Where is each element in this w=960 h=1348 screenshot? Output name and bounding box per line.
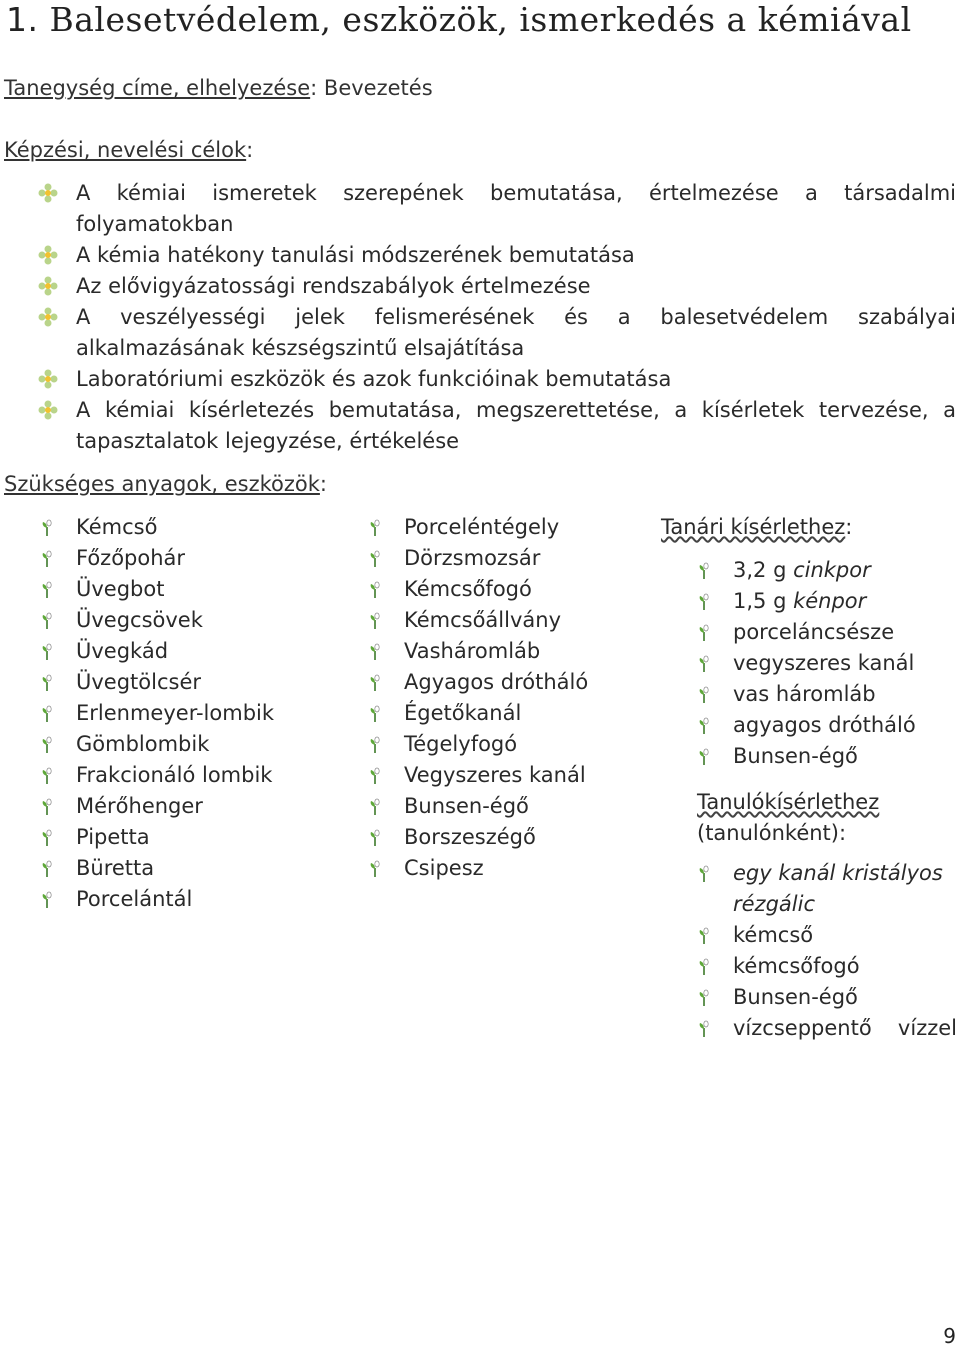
teacher-item-text: porceláncsésze [733,620,895,644]
material-text: Büretta [76,856,155,880]
sprout-bullet-icon [368,612,382,630]
sprout-bullet-icon [697,748,711,766]
material-item [76,822,150,853]
material-text: Kémcsőállvány [404,608,562,632]
goal-text: Az elővigyázatossági rendszabályok értelmezése [76,274,591,298]
material-text: Pipetta [76,825,150,849]
material-item [76,543,185,574]
sprout-bullet-icon [697,562,711,580]
sprout-bullet-icon [368,674,382,692]
sprout-bullet-icon [368,767,382,785]
sprout-bullet-icon [368,860,382,878]
sprout-bullet-icon [368,581,382,599]
sprout-bullet-icon [40,612,54,630]
material-item [404,574,532,605]
flower-bullet-icon [38,183,58,203]
material-text: Csipesz [404,856,484,880]
page-number: 9 [943,1324,956,1348]
material-text: Üvegkád [76,639,169,663]
material-item [404,698,521,729]
goals-label: Képzési, nevelési célok [4,138,247,162]
material-text: Kémcsőfogó [404,577,532,601]
teacher-item [733,617,894,648]
material-item [404,822,536,853]
title-number: 1. [6,0,39,39]
flower-bullet-icon [38,307,58,327]
materials-label: Szükséges anyagok, eszközök [4,472,320,496]
student-item-text: kémcsőfogó [733,954,860,978]
material-text: Bunsen-égő [404,794,529,818]
teacher-item [733,586,866,617]
material-text: Tégelyfogó [404,732,518,756]
student-item-text: vízcseppentő vízzel [733,1016,957,1040]
teacher-item-text: Bunsen-égő [733,744,858,768]
sprout-bullet-icon [697,865,711,883]
page-title [6,0,912,39]
sprout-bullet-icon [368,736,382,754]
material-text: Égetőkanál [404,701,522,725]
material-item [76,729,209,760]
material-text: Dörzsmozsár [404,546,541,570]
material-item [404,543,540,574]
teacher-item [733,710,916,741]
material-item [76,884,192,915]
sprout-bullet-icon [368,519,382,537]
material-text: Kémcső [76,515,158,539]
student-item-text: Bunsen-égő [733,985,858,1009]
material-text: Porcelántál [76,887,193,911]
sprout-bullet-icon [40,550,54,568]
sprout-bullet-icon [40,829,54,847]
teacher-heading: Tanári kísérlethez: [661,515,853,539]
material-text: Borszeszégő [404,825,536,849]
sprout-bullet-icon [368,550,382,568]
sprout-bullet-icon [40,643,54,661]
sprout-bullet-icon [697,927,711,945]
material-text: Főzőpohár [76,546,186,570]
materials-heading: Szükséges anyagok, eszközök: [4,472,327,496]
teacher-item [733,555,871,586]
material-item [76,605,203,636]
goal-text: A kémiai ismeretek szerepének bemutatása, értelmezése a társadalmi folyamatokban [76,181,956,236]
unit-value: Bevezetés [323,76,433,100]
sprout-bullet-icon [697,989,711,1007]
material-text: Erlenmeyer-lombik [76,701,275,725]
student-item [733,920,957,951]
title-text: Balesetvédelem, eszközök, ismerkedés a kémiával [49,0,912,39]
sprout-bullet-icon [697,593,711,611]
teacher-item-text: vas háromláb [733,682,876,706]
sprout-bullet-icon [40,519,54,537]
goal-item [76,302,956,364]
goal-text: A veszélyességi jelek felismerésének és a balesetvédelem szabályai alkalmazásának készségszintű elsajátítása [76,305,956,360]
teacher-label: Tanári kísérlethez [661,515,846,539]
goal-text: A kémia hatékony tanulási módszerének bemutatása [76,243,635,267]
teacher-item-text: 1,5 g [733,589,794,613]
unit-label: Tanegység címe, elhelyezése [4,76,311,100]
material-text: Porceléntégely [404,515,560,539]
material-text: Frakcionáló lombik [76,763,273,787]
sprout-bullet-icon [40,798,54,816]
sprout-bullet-icon [40,674,54,692]
flower-bullet-icon [38,400,58,420]
unit-line: Tanegység címe, elhelyezése: Bevezetés [4,76,433,100]
material-text: Üvegtölcsér [76,670,202,694]
goal-item [76,178,956,240]
sprout-bullet-icon [368,798,382,816]
material-item [76,853,154,884]
sprout-bullet-icon [697,958,711,976]
goals-heading: Képzési, nevelési célok: [4,138,254,162]
flower-bullet-icon [38,369,58,389]
material-item [404,729,517,760]
material-item [404,512,559,543]
sprout-bullet-icon [40,581,54,599]
teacher-item-material: kénpor [793,589,867,613]
material-item [404,636,540,667]
goal-item [76,240,956,271]
material-item [76,760,272,791]
material-text: Mérőhenger [76,794,203,818]
teacher-item-material: cinkpor [793,558,871,582]
material-item [76,698,274,729]
sprout-bullet-icon [697,686,711,704]
material-item [404,667,588,698]
student-label: Tanulókísérlethez [697,790,880,814]
material-item [404,853,484,884]
teacher-item [733,648,914,679]
student-item [733,1013,957,1044]
material-text: Agyagos drótháló [404,670,589,694]
material-text: Vasháromláb [404,639,541,663]
material-item [404,791,529,822]
student-item [733,951,957,982]
material-item [76,574,164,605]
material-item [76,636,168,667]
sprout-bullet-icon [368,643,382,661]
material-item [404,760,586,791]
sprout-bullet-icon [697,717,711,735]
material-item [404,605,561,636]
student-label-rest: (tanulónként): [697,821,847,845]
sprout-bullet-icon [40,860,54,878]
flower-bullet-icon [38,245,58,265]
goal-item [76,395,956,457]
material-item [76,667,201,698]
material-text: Vegyszeres kanál [404,763,586,787]
teacher-item [733,741,858,772]
sprout-bullet-icon [697,624,711,642]
material-text: Üvegbot [76,577,165,601]
teacher-item [733,679,876,710]
student-heading [697,787,955,849]
sprout-bullet-icon [697,1020,711,1038]
sprout-bullet-icon [40,891,54,909]
student-item [733,858,957,920]
flower-bullet-icon [38,276,58,296]
sprout-bullet-icon [40,705,54,723]
sprout-bullet-icon [368,829,382,847]
goal-text: A kémiai kísérletezés bemutatása, megszerettetése, a kísérletek tervezése, a tapasztalatok lejegyzése, értékelése [76,398,956,453]
goal-item [76,364,956,395]
material-text: Üvegcsövek [76,608,203,632]
teacher-item-text: vegyszeres kanál [733,651,915,675]
material-item [76,512,157,543]
material-item [76,791,203,822]
sprout-bullet-icon [697,655,711,673]
student-item [733,982,957,1013]
material-text: Gömblombik [76,732,210,756]
student-item-text: kémcső [733,923,814,947]
goal-text: Laboratóriumi eszközök és azok funkcióinak bemutatása [76,367,672,391]
teacher-item-text: 3,2 g [733,558,794,582]
teacher-item-text: agyagos drótháló [733,713,916,737]
student-item-text: egy kanál kristályos rézgálic [733,861,943,916]
goal-item [76,271,956,302]
sprout-bullet-icon [368,705,382,723]
sprout-bullet-icon [40,736,54,754]
sprout-bullet-icon [40,767,54,785]
